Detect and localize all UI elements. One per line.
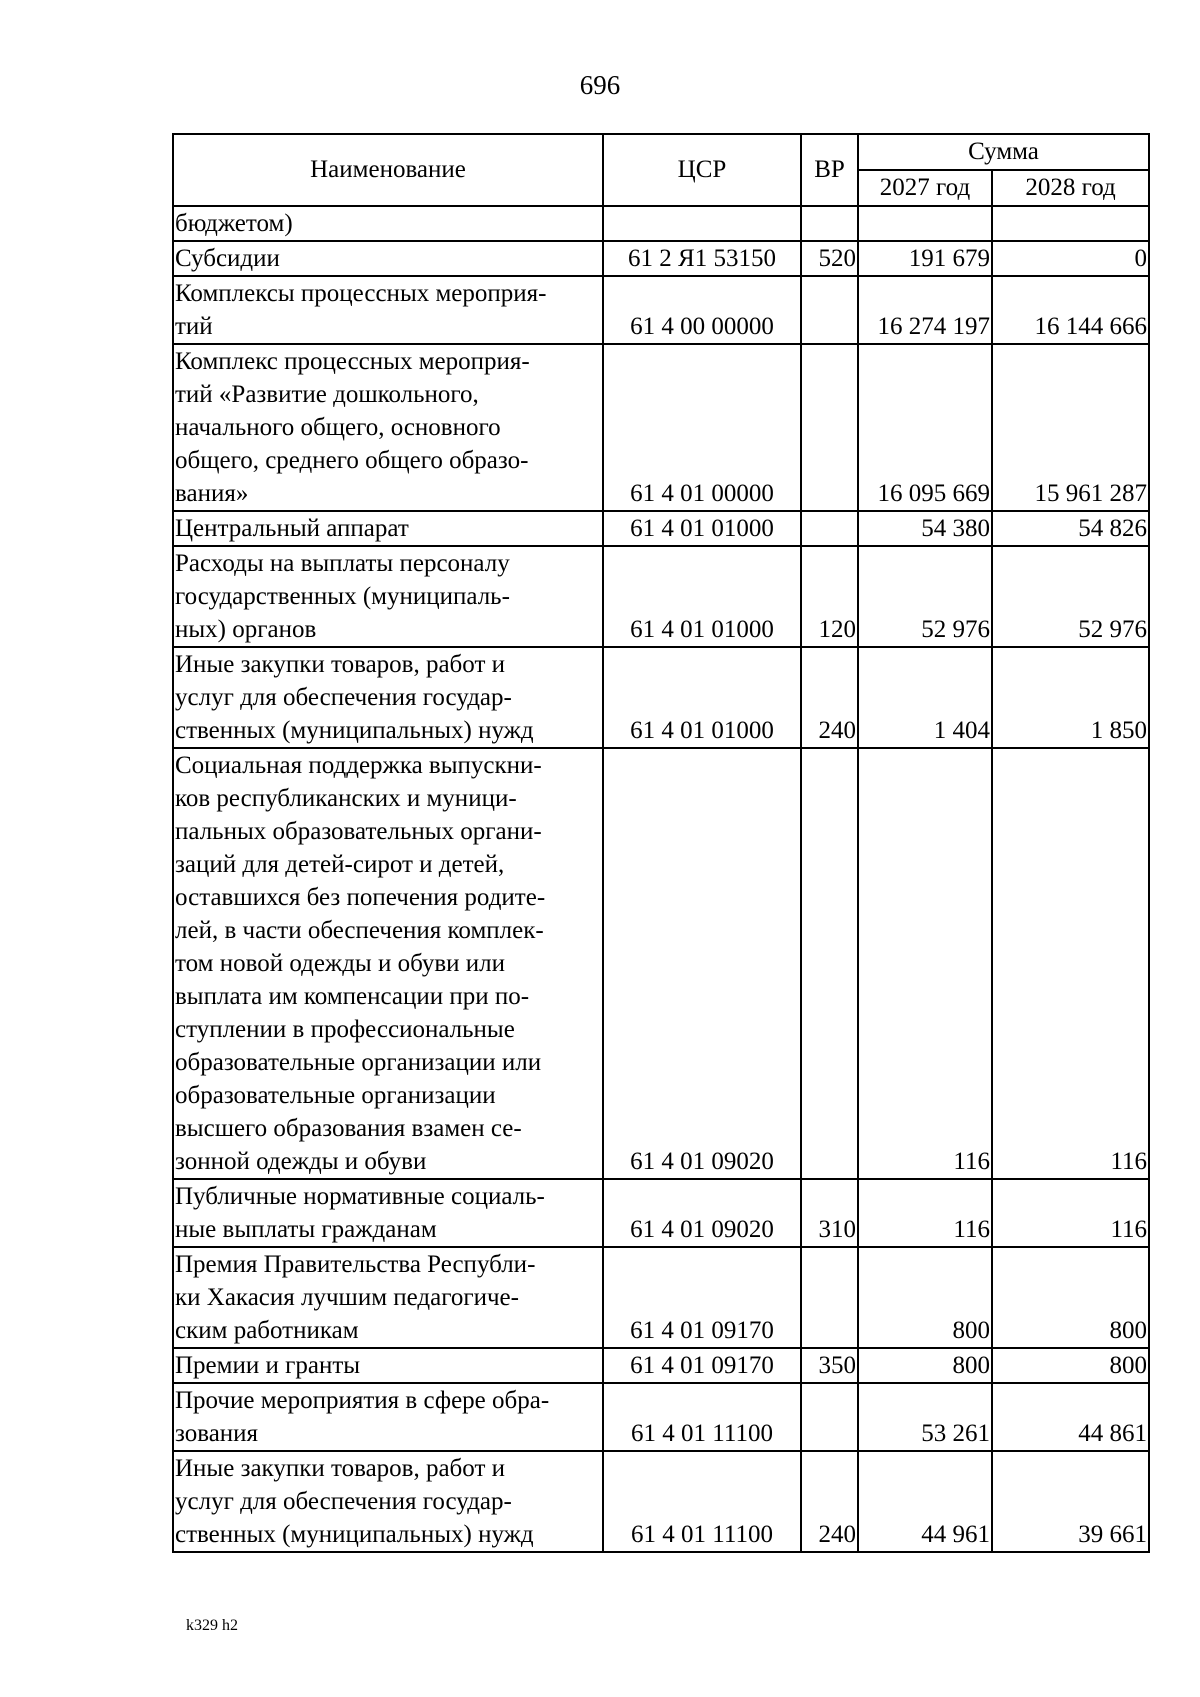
row-amount-2028: 800: [992, 1348, 1149, 1383]
row-name: Комплексы процессных мероприя- тий: [173, 276, 603, 344]
row-name: Прочие мероприятия в сфере обра- зования: [173, 1383, 603, 1451]
row-amount-2027: 1 404: [858, 647, 992, 748]
row-amount-2027: [858, 206, 992, 241]
row-vr: [801, 1383, 858, 1451]
row-amount-2027: 116: [858, 1179, 992, 1247]
row-amount-2027: 800: [858, 1348, 992, 1383]
row-amount-2028: 1 850: [992, 647, 1149, 748]
table-row: [173, 344, 1149, 511]
table-row: [173, 241, 1149, 276]
row-amount-2027: 44 961: [858, 1451, 992, 1552]
header-csr: ЦСР: [603, 134, 801, 206]
row-name: Публичные нормативные социаль- ные выплаты гражданам: [173, 1179, 603, 1247]
row-name: Комплекс процессных мероприя- тий «Развитие дошкольного, начального общего, основного общего, среднего общего образо- вания»: [173, 344, 603, 511]
row-name: Премия Правительства Республи- ки Хакасия лучшим педагогиче- ским работникам: [173, 1247, 603, 1348]
row-vr: 520: [801, 241, 858, 276]
table-row: [173, 276, 1149, 344]
table-row: [173, 1348, 1149, 1383]
row-csr: 61 4 01 09020: [603, 1179, 801, 1247]
table-header: [173, 134, 1149, 206]
row-amount-2027: 16 274 197: [858, 276, 992, 344]
row-vr: 350: [801, 1348, 858, 1383]
row-csr: 61 4 01 01000: [603, 511, 801, 546]
row-name: Центральный аппарат: [173, 511, 603, 546]
row-csr: 61 4 01 01000: [603, 546, 801, 647]
row-csr: 61 2 Я1 53150: [603, 241, 801, 276]
row-vr: [801, 511, 858, 546]
row-amount-2028: 16 144 666: [992, 276, 1149, 344]
row-amount-2028: 0: [992, 241, 1149, 276]
row-amount-2027: 800: [858, 1247, 992, 1348]
row-csr: 61 4 01 11100: [603, 1383, 801, 1451]
row-name: Социальная поддержка выпускни- ков республиканских и муници- пальных образовательных органи- заций для детей-сирот и детей, оставшихся без попечения родите- лей, в части обеспечения комплек- том новой одежды и обуви или выплата им компенсации при по- ступлении в профессиональные образовательные организации или образовательные организации высшего образования взамен се- зонной одежды и обуви: [173, 748, 603, 1179]
row-csr: 61 4 01 01000: [603, 647, 801, 748]
table-row: [173, 647, 1149, 748]
header-name: Наименование: [173, 134, 603, 206]
row-amount-2028: [992, 206, 1149, 241]
row-csr: 61 4 01 11100: [603, 1451, 801, 1552]
row-vr: [801, 344, 858, 511]
row-vr: 240: [801, 1451, 858, 1552]
row-name: Премии и гранты: [173, 1348, 603, 1383]
row-name: Расходы на выплаты персоналу государственных (муниципаль- ных) органов: [173, 546, 603, 647]
row-amount-2027: 53 261: [858, 1383, 992, 1451]
row-name: Иные закупки товаров, работ и услуг для обеспечения государ- ственных (муниципальных) нужд: [173, 1451, 603, 1552]
row-csr: 61 4 01 09170: [603, 1348, 801, 1383]
row-vr: [801, 276, 858, 344]
row-amount-2028: 15 961 287: [992, 344, 1149, 511]
row-csr: 61 4 00 00000: [603, 276, 801, 344]
table-row: [173, 546, 1149, 647]
row-amount-2028: 116: [992, 1179, 1149, 1247]
row-amount-2028: 116: [992, 748, 1149, 1179]
row-vr: 240: [801, 647, 858, 748]
row-amount-2028: 800: [992, 1247, 1149, 1348]
table-row: [173, 1179, 1149, 1247]
header-year-2028: 2028 год: [992, 170, 1149, 206]
budget-table: [172, 133, 1150, 1553]
row-amount-2028: 52 976: [992, 546, 1149, 647]
table-row: [173, 1383, 1149, 1451]
row-name: бюджетом): [173, 206, 603, 241]
row-amount-2027: 116: [858, 748, 992, 1179]
row-vr: 310: [801, 1179, 858, 1247]
row-vr: [801, 206, 858, 241]
table-row: [173, 1247, 1149, 1348]
row-name: Иные закупки товаров, работ и услуг для обеспечения государ- ственных (муниципальных) нужд: [173, 647, 603, 748]
row-csr: [603, 206, 801, 241]
row-amount-2027: 54 380: [858, 511, 992, 546]
header-sum: Сумма: [858, 134, 1149, 170]
row-amount-2027: 16 095 669: [858, 344, 992, 511]
table-row: [173, 206, 1149, 241]
row-csr: 61 4 01 00000: [603, 344, 801, 511]
row-name: Субсидии: [173, 241, 603, 276]
header-year-2027: 2027 год: [858, 170, 992, 206]
row-amount-2028: 39 661: [992, 1451, 1149, 1552]
row-vr: [801, 748, 858, 1179]
header-vr: ВР: [801, 134, 858, 206]
table-row: [173, 1451, 1149, 1552]
row-amount-2027: 52 976: [858, 546, 992, 647]
row-amount-2028: 54 826: [992, 511, 1149, 546]
row-vr: [801, 1247, 858, 1348]
footer-code: k329 h2: [186, 1617, 238, 1634]
row-amount-2027: 191 679: [858, 241, 992, 276]
page-number: 696: [579, 70, 621, 100]
table-row: [173, 511, 1149, 546]
table-row: [173, 748, 1149, 1179]
row-vr: 120: [801, 546, 858, 647]
row-csr: 61 4 01 09020: [603, 748, 801, 1179]
row-csr: 61 4 01 09170: [603, 1247, 801, 1348]
table-body: [173, 206, 1149, 1552]
row-amount-2028: 44 861: [992, 1383, 1149, 1451]
